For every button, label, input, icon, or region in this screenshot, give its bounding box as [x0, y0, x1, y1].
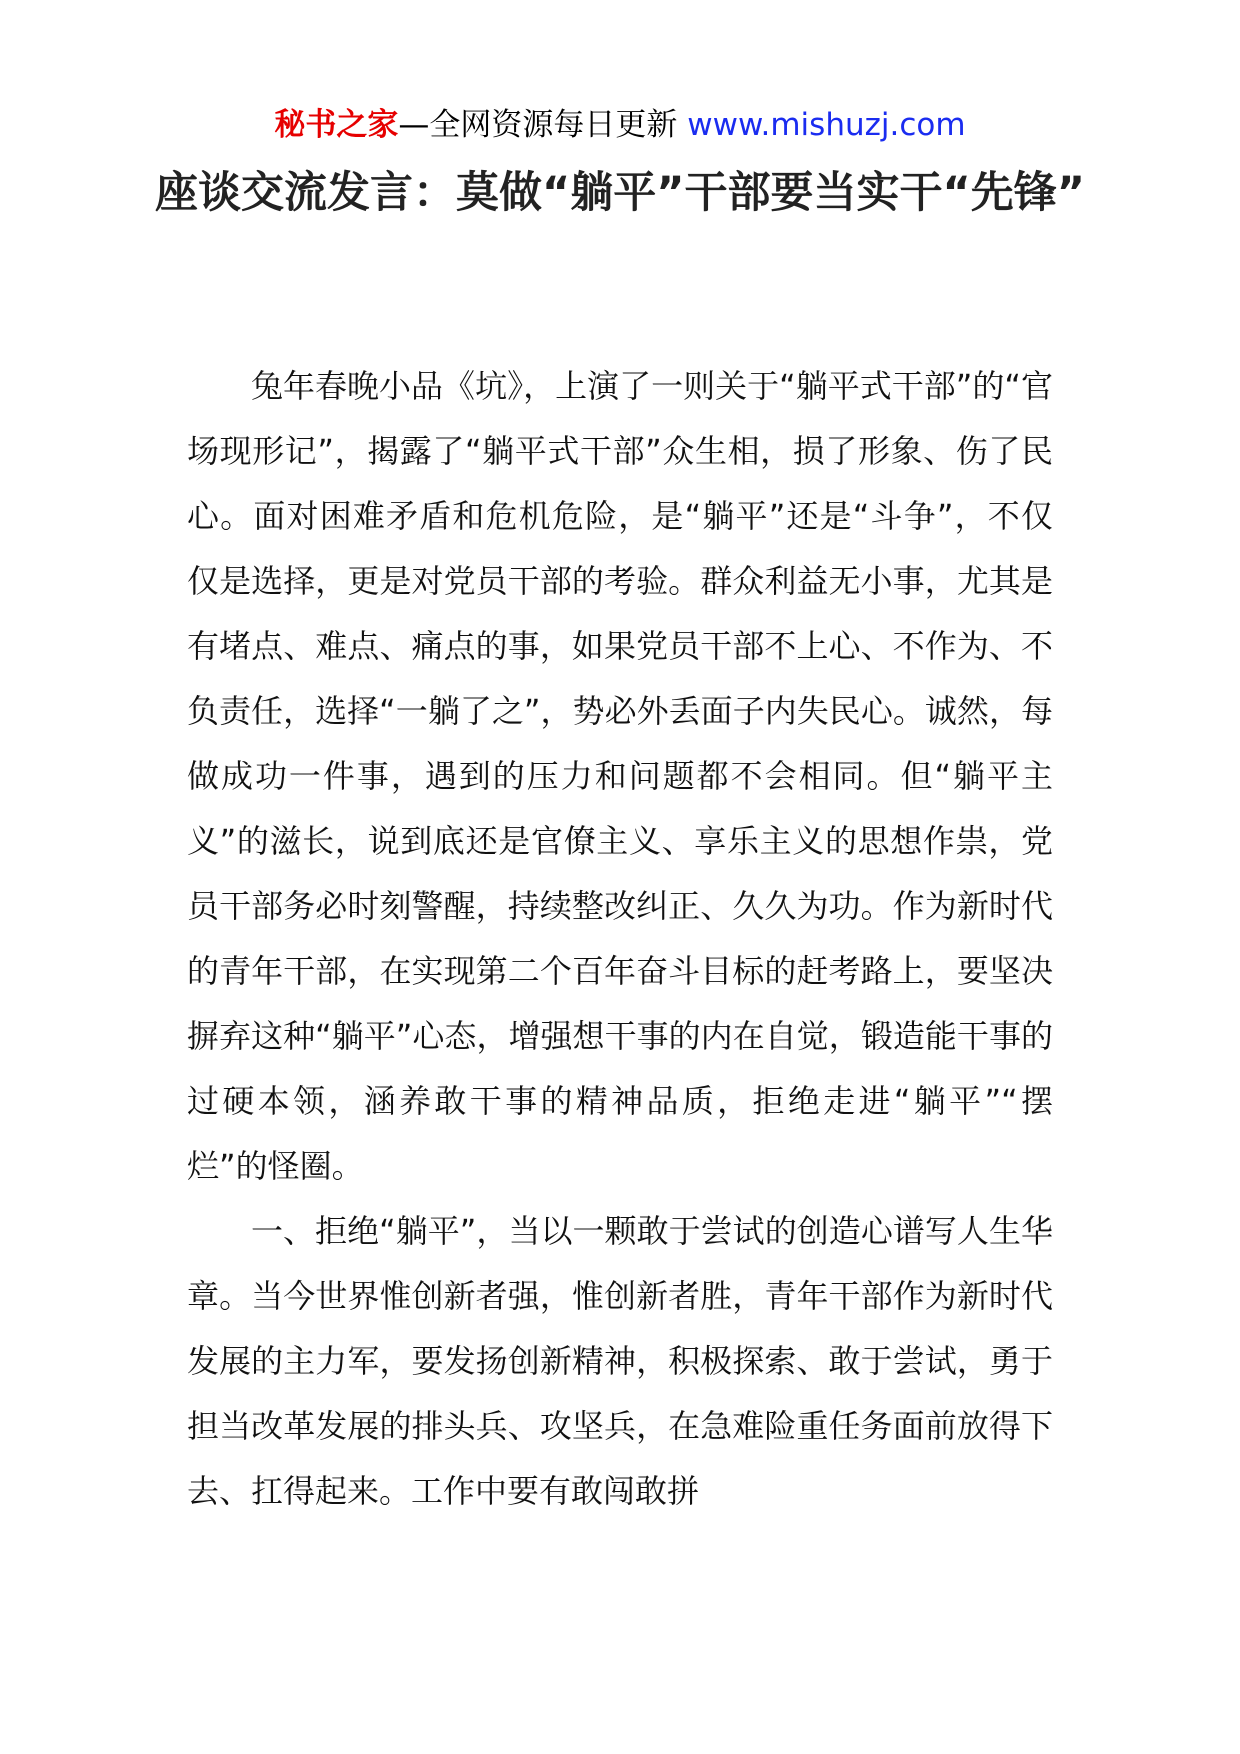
site-url: www.mishuzj.com [687, 107, 966, 143]
document-title: 座谈交流发言：莫做“躺平”干部要当实干“先锋” [154, 168, 1086, 218]
site-header [0, 100, 1240, 150]
brand-name: 秘书之家 [274, 107, 399, 143]
header-slogan: —全网资源每日更新 [398, 107, 688, 143]
paragraph-section-one: 一、拒绝“躺平”，当以一颗敢于尝试的创造心谱写人生华章。当今世界惟创新者强，惟创新者胜，青年干部作为新时代发展的主力军，要发扬创新精神，积极探索、敢于尝试，勇于担当改革发展的排头兵、攻坚兵，在急难险重任务面前放得下去、扛得起来。工作中要有敢闯敢拼 [187, 1212, 1053, 1510]
document-body [187, 354, 1053, 1524]
paragraph-intro: 兔年春晚小品《坑》，上演了一则关于“躺平式干部”的“官场现形记”，揭露了“躺平式干部”众生相，损了形象、伤了民心。面对困难矛盾和危机危险，是“躺平”还是“斗争”，不仅仅是选择，更是对党员干部的考验。群众利益无小事，尤其是有堵点、难点、痛点的事，如果党员干部不上心、不作为、不负责任，选择“一躺了之”，势必外丢面子内失民心。诚然，每做成功一件事，遇到的压力和问题都不会相同。但“躺平主义”的滋长，说到底还是官僚主义、享乐主义的思想作祟，党员干部务必时刻警醒，持续整改纠正、久久为功。作为新时代的青年干部，在实现第二个百年奋斗目标的赶考路上，要坚决摒弃这种“躺平”心态，增强想干事的内在自觉，锻造能干事的过硬本领，涵养敢干事的精神品质，拒绝走进“躺平”“摆烂”的怪圈。 [187, 367, 1053, 1185]
